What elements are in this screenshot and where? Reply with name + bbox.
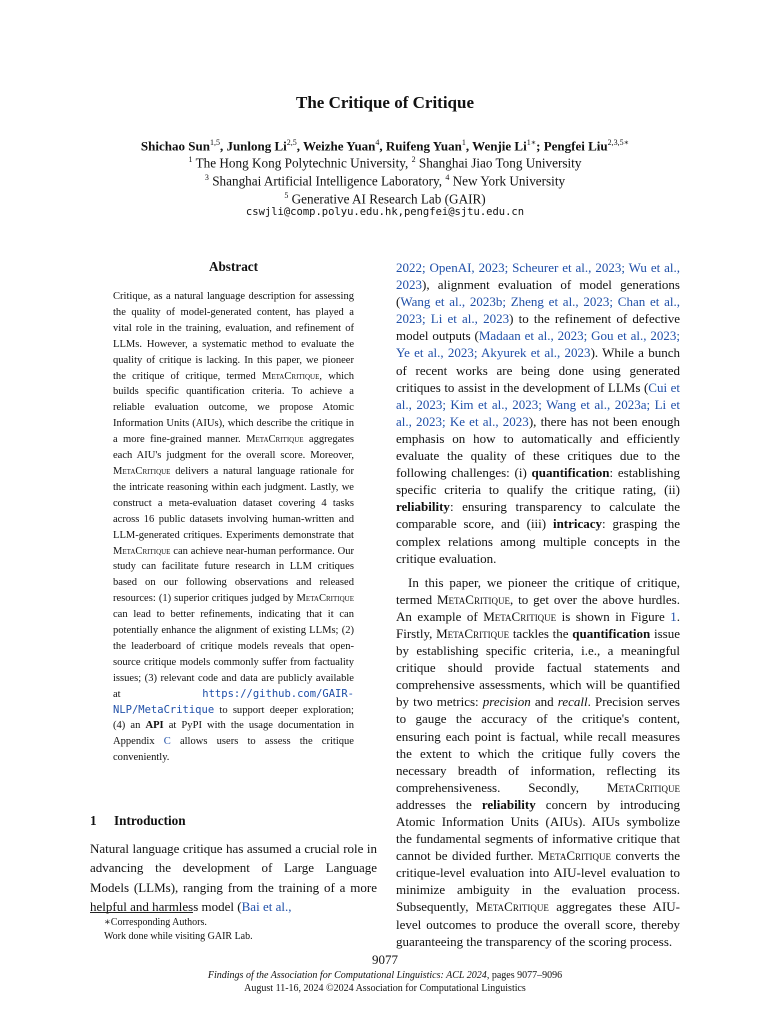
- footnotes: [104, 916, 374, 943]
- introduction-text: Natural language critique has assumed a crucial role in advancing the development of Large Language Models (LLMs), ranging from the training of a more helpful and harmless model (Bai et al.,: [90, 841, 377, 914]
- affiliation-line: $^5$ Generative AI Research Lab (GAIR): [284, 191, 486, 207]
- citation-link[interactable]: Madaan et al., 2023; Gou et al., 2023; Ye et al., 2023; Akyurek et al., 2023: [396, 328, 680, 361]
- citation-link[interactable]: Bai et al.,: [241, 898, 292, 914]
- appendix-link[interactable]: C: [163, 736, 171, 748]
- section-heading-introduction: 1 Introduction: [90, 813, 186, 828]
- footnote: ∗Corresponding Authors.: [104, 917, 207, 928]
- footnote-rule: [90, 912, 193, 913]
- github-link[interactable]: https://github.com/GAIR-NLP/MetaCritique: [113, 687, 354, 716]
- abstract-heading: Abstract: [208, 259, 259, 274]
- figure-link[interactable]: 1: [670, 608, 677, 624]
- affiliation-line: $^3$ Shanghai Artificial Intelligence Laboratory, $^4$ New York University: [204, 173, 566, 189]
- author-name: Weizhe Yuan: [303, 138, 376, 154]
- author-name: Shichao Sun: [140, 138, 210, 154]
- abstract-body: Critique, as a natural language description for assessing the quality of model-generated content, has played a vital role in the training, evaluation, and refinement of LLMs. However, a systematic method to evaluate the quality of critique is lacking. In this paper, we pioneer the critique of critique, termed MetaCritique, which builds specific quantification criteria. To achieve a reliable evaluation outcome, we propose Atomic Information Units (AIUs), which describe the critique in a more fine-grained manner. MetaCritique aggregates each AIU's judgment for the overall score. Moreover, MetaCritique delivers a natural language rationale for the intricate reasoning within each judgment. Lastly, we construct a meta-evaluation dataset covering 4 tasks across 16 public datasets involving human-written and LLM-generated critiques. Experiments demonstrate that MetaCritique can achieve near-human performance. Our study can facilitate future research in LLM critiques based on our following observations and released resources: (1) superior critiques judged by MetaCritique can lead to better refinements, indicating that it can potentially enhance the alignment of existing LLMs; (2) the leaderboard of critique models reveals that open-source critique models commonly suffer from factuality issues; (3) relevant code and data are publicly available at https://github.com/GAIR-NLP/MetaCritique to support deeper exploration; (4) an API at PyPI with the usage documentation in Appendix C allows users to assess the critique conveniently.: [113, 291, 354, 764]
- author-list: Shichao Sun$^{1,5}$, Junlong Li$^{2,5}$, Weizhe Yuan$^4$, Ruifeng Yuan$^1$, Wenjie $Li^{1∗}$; Pengfei Liu$^{2,3,5∗}$: [140, 138, 630, 154]
- right-column-text: 2022; OpenAI, 2023; Scheurer et al., 2023; Wu et al., 2023), alignment evaluation of model generations (Wang et al., 2023b; Zheng et al., 2023; Chan et al., 2023; Li et al., 2023) to the refinement of defective model outputs (Madaan et al., 2023; Gou et al., 2023; Ye et al., 2023; Akyurek et al., 2023). While a bunch of recent works are being done using generated critiques to assist in the development of LLMs (Cui et al., 2023; Kim et al., 2023; Wang et al., 2023a; Li et al., 2023; Ke et al., 2023), there has not been enough emphasis on how to automatically and efficiently evaluate the quality of these critiques due to the following challenges: (i) quantification: establishing specific criteria to qualify the critique rating, (ii) reliability: ensuring transparency to calculate the comparable score, and (iii) intricacy: grasping the complex relations among multiple concepts in the critique evaluation. In this paper, we pioneer the critique of critique, termed MetaCritique, to get over the above hurdles. An example of MetaCritique is shown in Figure 1. Firstly, MetaCritique tackles the quantification issue by establishing specific criteria, i.e., a meaningful critique should provide factual statements and comprehensive assessments, which will be quantified by two metrics: precision and recall. Precision serves to gauge the accuracy of the critique's content, ensuring each point is factual, while recall measures the extent to which the critique fully covers the necessary breadth of information, reflecting its comprehensiveness. Secondly, MetaCritique addresses the reliability concern by introducing Atomic Information Units (AIUs). AIUs symbolize the fundamental segments of informative critique that cannot be divided further. MetaCritique converts the critique-level evaluation into AIU-level evaluation to minimize ambiguity in the evaluation process. Subsequently, MetaCritique aggregates these AIU-level outcomes to produce the overall score, thereby guaranteeing the transparency of the scoring process.: [396, 260, 681, 949]
- venue-footer: Findings of the Association for Computational Linguistics: ACL 2024, pages 9077–9096 August 11-16, 2024 ©2024 Association for Computational Linguistics: [207, 970, 563, 994]
- page-number: 9077: [372, 952, 398, 967]
- citation-link[interactable]: Cui et al., 2023; Kim et al., 2023; Wang et al., 2023a; Li et al., 2023; Ke et al., 2023: [396, 379, 680, 429]
- affiliation-line: $^1$ The Hong Kong Polytechnic University, $^2$ Shanghai Jiao Tong University: [188, 155, 582, 171]
- author-name: Wenjie Li: [472, 138, 527, 154]
- contact-email[interactable]: cswjli@comp.polyu.edu.hk,pengfei@sjtu.edu.cn: [245, 206, 525, 218]
- citation-link[interactable]: Wang et al., 2023b; Zheng et al., 2023; Chan et al., 2023; Li et al., 2023: [396, 294, 680, 327]
- author-name: Junlong Li: [226, 138, 287, 154]
- paper-title: The Critique of Critique: [295, 93, 475, 112]
- citation-link[interactable]: 2022; OpenAI, 2023; Scheurer et al., 2023; Wu et al., 2023: [396, 260, 680, 293]
- author-name: Ruifeng Yuan: [385, 138, 462, 154]
- author-name: Pengfei Liu: [543, 138, 608, 154]
- footnote: Work done while visiting GAIR Lab.: [104, 930, 253, 942]
